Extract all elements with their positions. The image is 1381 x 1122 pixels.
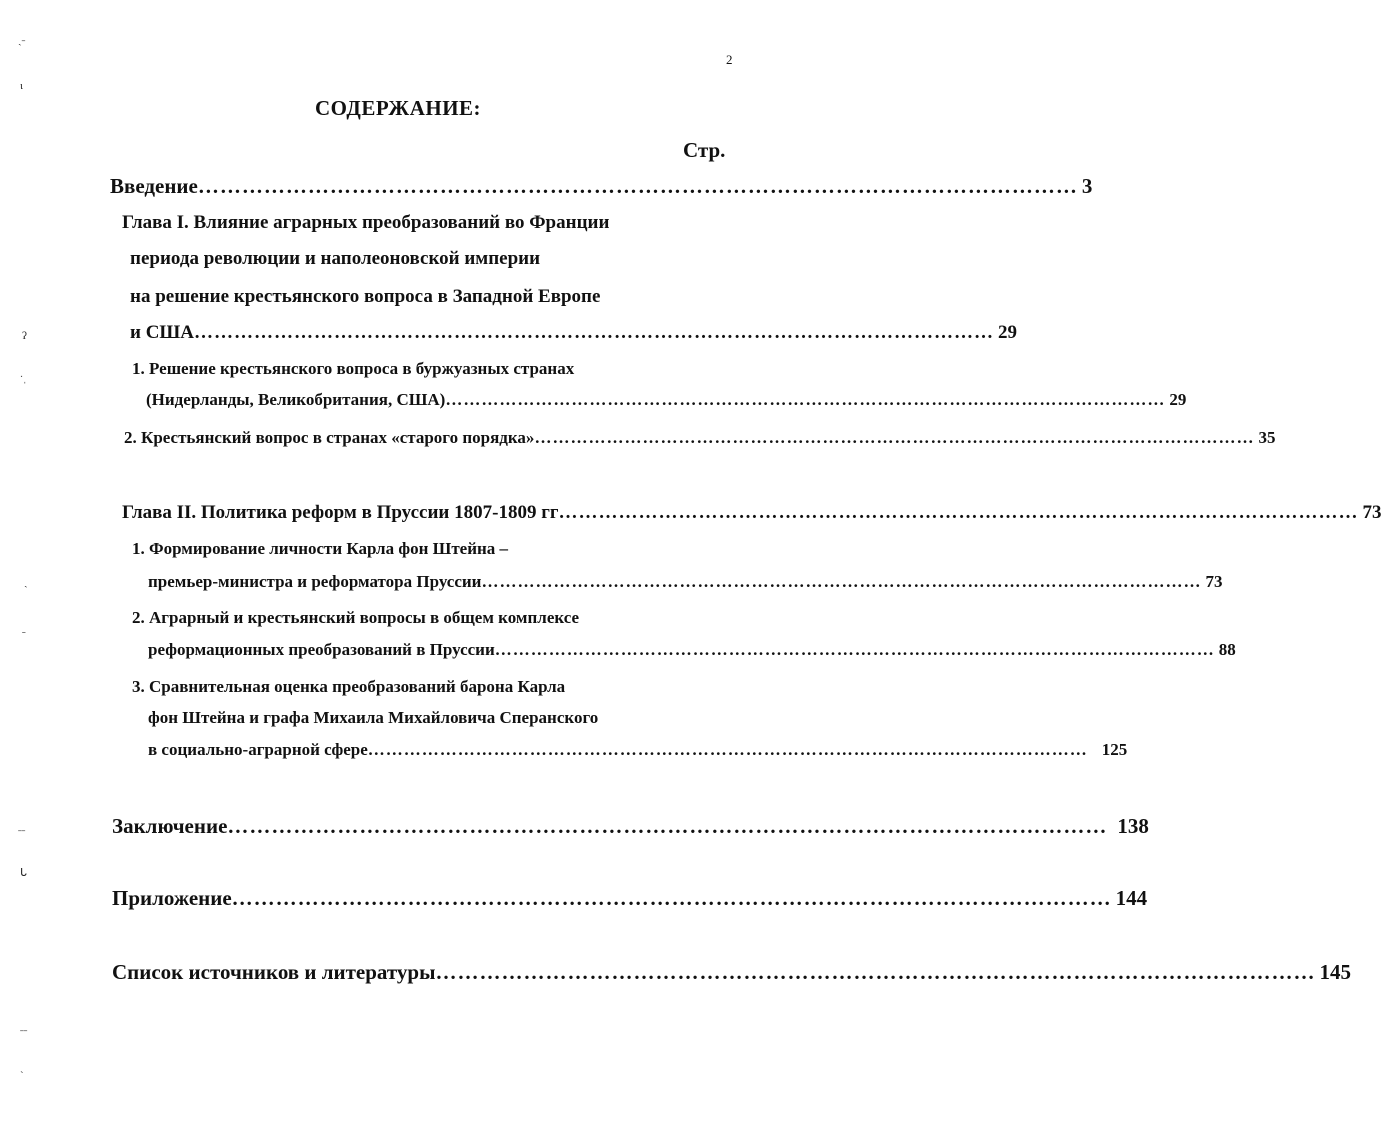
scan-artifact: ᒐ [20,867,27,879]
chapter1-title-line1: Глава I. Влияние аграрных преобразований во Франции [122,212,610,233]
toc-entry-intro [110,174,1093,199]
toc-page: 73 [1205,572,1223,591]
chapter2-section2-line1: 2. Аграрный и крестьянский вопросы в общем комплексе [132,608,580,627]
toc-entry-chapter2-section2 [148,640,1236,660]
toc-entry-chapter1-section1 [146,390,1187,410]
toc-label: Заключение [112,814,228,838]
page-title: СОДЕРЖАНИЕ: [314,96,482,120]
page-column-label: Стр. [683,138,726,162]
scan-artifact: ˍ [22,622,26,634]
toc-page: 35 [1258,428,1276,447]
toc-label: премьер-министра и реформатора Пруссии [148,572,482,591]
chapter2-section3-line1: 3. Сравнительная оценка преобразований барона Карла [132,677,566,696]
chapter1-section1-line1: 1. Решение крестьянского вопроса в буржуазных странах [132,359,575,378]
toc-entry-chapter2-section1 [148,572,1223,592]
toc-leader: ………………………………………………………………………………………………………… [194,322,995,343]
page-number: 2 [726,52,733,67]
toc-leader: ………………………………………………………………………………………………………… [197,174,1078,198]
toc-label: 2. Крестьянский вопрос в странах «старого порядка» [124,428,535,447]
toc-page: 144 [1115,886,1148,910]
toc-leader: ………………………………………………………………………………………………………… [481,572,1202,591]
toc-leader: ………………………………………………………………………………………………………… [367,740,1088,759]
toc-label: и США [130,322,195,343]
scan-artifact: ˗˗ [18,824,26,836]
toc-label: (Нидерланды, Великобритания, США) [146,390,446,409]
toc-page: 138 [1117,814,1149,838]
toc-label: Список источников и литературы [112,960,436,984]
toc-entry-chapter1 [130,322,1018,344]
scan-artifact: ˗˗ [20,1024,28,1036]
toc-leader: ………………………………………………………………………………………………………… [534,428,1255,447]
scan-artifact: ˎ [24,576,28,588]
scan-artifact: ˑˌ [20,372,27,384]
toc-entry-sources [112,960,1352,985]
toc-label: Введение [110,174,198,198]
toc-page: 3 [1081,174,1093,198]
toc-leader: ………………………………………………………………………………………………………… [494,640,1215,659]
chapter1-title-line2: периода революции и наполеоновской империи [130,248,541,269]
toc-entry-chapter1-section2 [124,428,1276,448]
toc-page: 125 [1101,740,1128,759]
scan-artifact: ˏ˗ [18,34,26,46]
toc-label: Глава II. Политика реформ в Пруссии 1807-1809 гг [122,502,559,523]
toc-page: 29 [1169,390,1187,409]
toc-entry-appendix [112,886,1148,911]
toc-entry-chapter2 [122,502,1381,524]
toc-page: 73 [1362,502,1381,523]
toc-entry-conclusion [112,814,1149,839]
toc-leader: ………………………………………………………………………………………………………… [445,390,1166,409]
scan-artifact: ˋ [20,1070,24,1082]
toc-entry-chapter2-section3 [148,740,1128,760]
toc-page: 88 [1218,640,1236,659]
toc-label: Приложение [112,886,232,910]
chapter1-title-line3: на решение крестьянского вопроса в Западной Европе [130,286,601,307]
toc-leader: ………………………………………………………………………………………………………… [435,960,1316,984]
toc-leader: ………………………………………………………………………………………………………… [231,886,1112,910]
toc-label: в социально-аграрной сфере [148,740,368,759]
chapter2-section1-line1: 1. Формирование личности Карла фон Штейна – [132,539,509,558]
toc-leader: ………………………………………………………………………………………………………… [227,814,1108,838]
scan-artifact: ʔ [22,330,27,342]
toc-page: 29 [998,322,1018,343]
toc-leader: ………………………………………………………………………………………………………… [558,502,1359,523]
chapter2-section3-line2: фон Штейна и графа Михаила Михайловича Сперанского [148,708,599,727]
toc-label: реформационных преобразований в Пруссии [148,640,495,659]
toc-page: 145 [1319,960,1352,984]
scan-artifact: ɩ [20,80,23,92]
